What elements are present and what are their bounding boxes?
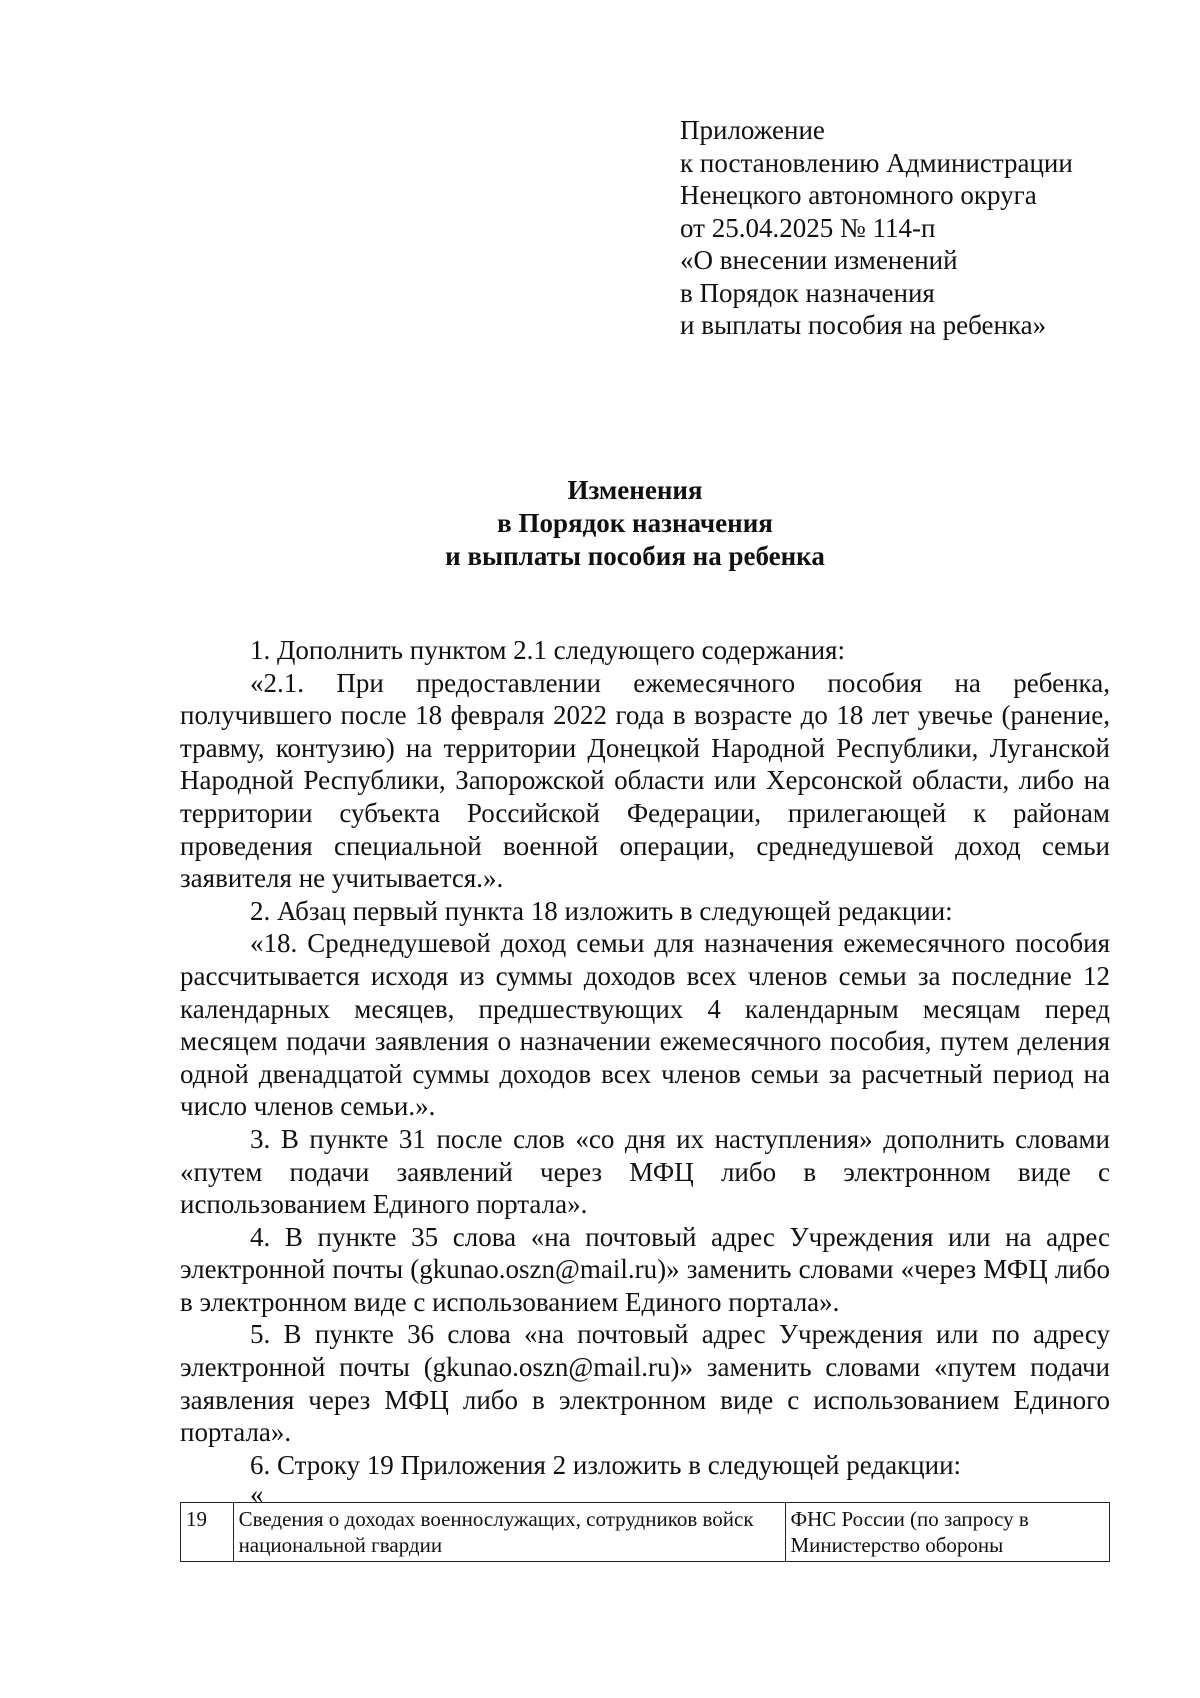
approval-block <box>680 114 1160 342</box>
approval-line: Приложение <box>680 115 825 145</box>
paragraph-4: «18. Среднедушевой доход семьи для назначения ежемесячного пособия рассчитывается исходя из суммы доходов всех членов семьи за последние 12 календарных месяцев, предшествующих 4 календарным месяцам перед месяцем подачи заявления о назначении ежемесячного пособия, путем деления одной двенадцатой суммы доходов всех членов семьи за расчетный период на число членов семьи.». <box>180 928 1110 1122</box>
table-row <box>181 1503 1110 1562</box>
approval-line: от 25.04.2025 № 114-п <box>680 212 936 243</box>
paragraph-3: 2. Абзац первый пункта 18 изложить в следующей редакции: <box>250 895 953 926</box>
paragraph-1: 1. Дополнить пунктом 2.1 следующего содержания: <box>250 635 845 665</box>
approval-line: Ненецкого автономного округа <box>680 180 1037 210</box>
appendix-table <box>180 1502 1110 1562</box>
title-line: Изменения <box>567 475 703 505</box>
approval-line: «О внесении изменений <box>680 245 958 275</box>
paragraph-8: 6. Строку 19 Приложения 2 изложить в следующей редакции: <box>250 1449 962 1480</box>
opening-quote: « <box>250 1479 264 1510</box>
paragraph-5: 3. В пункте 31 после слов «со дня их наступления» дополнить словами «путем подачи заявлений через МФЦ либо в электронном виде с использованием Единого портала». <box>180 1123 1110 1220</box>
title-line: и выплаты пособия на ребенка <box>445 541 825 571</box>
paragraph-2: «2.1. При предоставлении ежемесячного пособия на ребенка, получившего после 18 февраля 2022 года в возрасте до 18 лет увечье (ранение, травму, контузию) на территории Донецкой Народной Республики, Луганской Народной Республики, Запорожской области или Херсонской области, либо на территории субъекта Российской Федерации, прилегающей к районам проведения специальной военной операции, среднедушевой доход семьи заявителя не учитывается.». <box>180 667 1110 894</box>
approval-line: в Порядок назначения <box>680 277 935 308</box>
row-source-cell: ФНС России (по запросу в Министерство обороны <box>785 1503 1110 1562</box>
row-number-cell: 19 <box>181 1503 234 1562</box>
approval-line: и выплаты пособия на ребенка» <box>680 310 1047 340</box>
title-line: в Порядок назначения <box>497 508 773 538</box>
document-title <box>180 474 1090 573</box>
paragraph-7: 5. В пункте 36 слова «на почтовый адрес Учреждения или по адресу электронной почты (gkunao.oszn@mail.ru)» заменить словами «путем подачи заявления через МФЦ либо в электронном виде с использованием Единого портала». <box>180 1319 1110 1448</box>
approval-line: к постановлению Администрации <box>680 147 1073 178</box>
paragraph-6: 4. В пункте 35 слова «на почтовый адрес Учреждения или на адрес электронной почты (gkunao.oszn@mail.ru)» заменить словами «через МФЦ либо в электронном виде с использованием Единого портала». <box>180 1221 1110 1317</box>
row-description-cell: Сведения о доходах военнослужащих, сотрудников войск национальной гвардии <box>233 1503 785 1562</box>
document-body <box>180 634 1110 1510</box>
